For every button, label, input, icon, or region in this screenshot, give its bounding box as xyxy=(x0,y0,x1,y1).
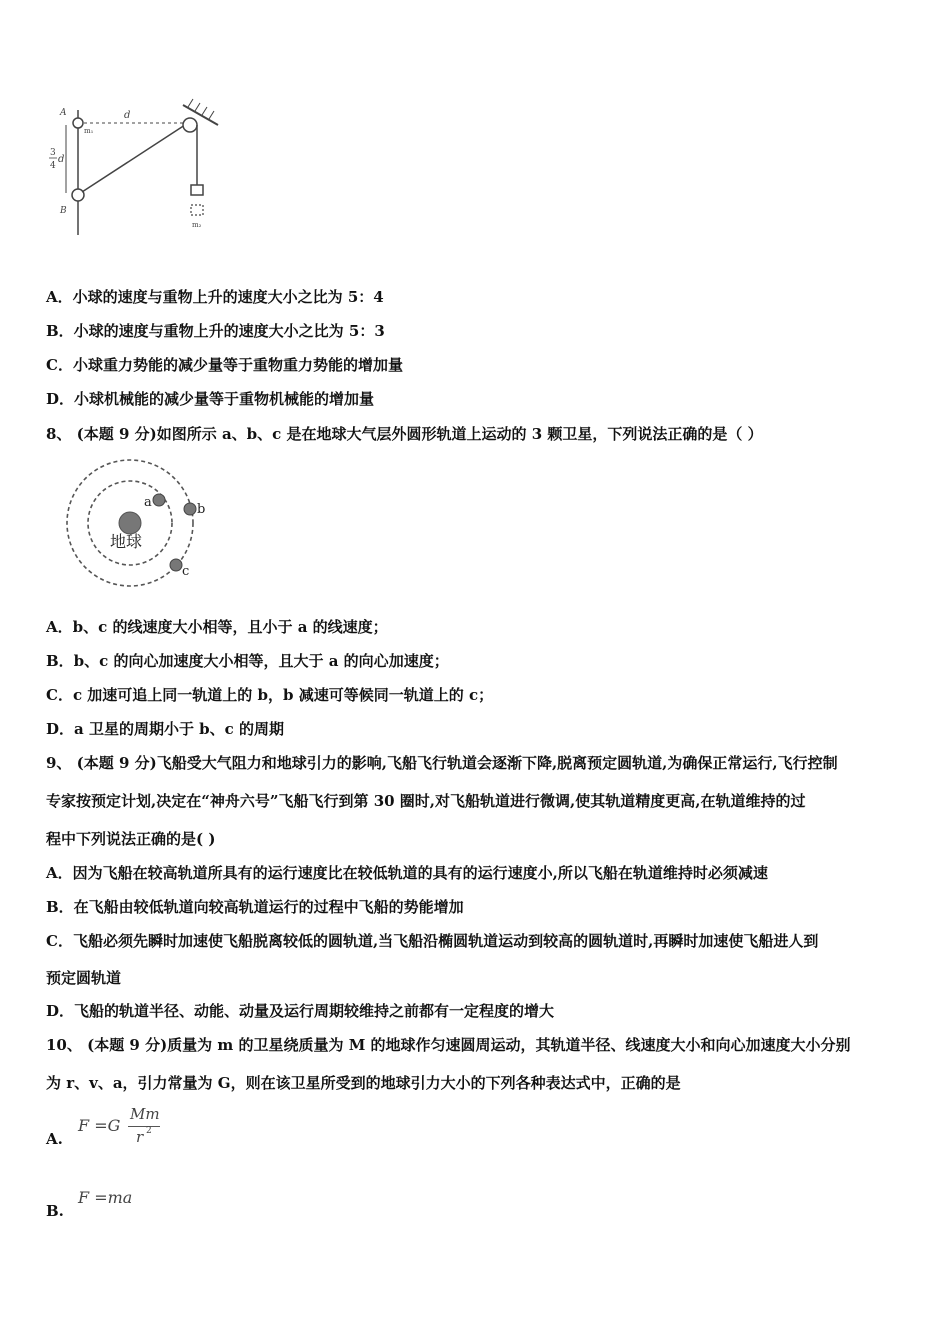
q9-stem-line-2: 专家按预定计划,决定在“神舟六号”飞船飞行到第 30 圈时,对飞船轨道进行微调,使其轨道精度更高,在轨道维持的过 xyxy=(46,792,806,810)
earth xyxy=(119,512,141,534)
rope-incline xyxy=(82,123,188,192)
q9-option-a: A．因为飞船在较高轨道所具有的运行速度比在较低轨道的具有的运行速度小,所以飞船在轨道维持时必须减速 xyxy=(46,864,768,882)
ball-position-a xyxy=(73,118,83,128)
satellite-b xyxy=(184,503,196,515)
q10-option-a-numerator: Mm xyxy=(130,1105,160,1123)
q9-stem-line-3: 程中下列说法正确的是( ) xyxy=(46,830,216,848)
q10-option-b-label: B. xyxy=(46,1202,64,1220)
q10-stem-line-1: 10、 (本题 9 分)质量为 m 的卫星绕质量为 M 的地球作匀速圆周运动，其轨道半径、线速度大小和向心加速度大小分别 xyxy=(46,1036,851,1054)
q8-option-a: A．b、c 的线速度大小相等，且小于 a 的线速度； xyxy=(46,618,388,636)
satellite-a-label: a xyxy=(144,495,152,510)
q8-stem: 8、 (本题 9 分)如图所示 a、b、c 是在地球大气层外圆形轨道上运动的 3 颗卫星，下列说法正确的是（ ） xyxy=(46,425,763,443)
fraction-denominator: 4 xyxy=(50,161,56,171)
q8-option-d: D．a 卫星的周期小于 b、c 的周期 xyxy=(46,720,285,738)
satellite-b-label: b xyxy=(197,502,206,517)
earth-label: 地球 xyxy=(110,532,143,551)
satellite-orbit-diagram xyxy=(60,455,220,595)
q10-option-a-label: A. xyxy=(46,1130,63,1148)
q9-option-c-continued: 预定圆轨道 xyxy=(46,969,122,987)
fraction-d: d xyxy=(58,154,65,165)
satellite-a xyxy=(153,494,165,506)
label-d: d xyxy=(124,110,131,121)
fraction-numerator: 3 xyxy=(50,148,56,158)
q8-option-c: C．c 加速可追上同一轨道上的 b，b 减速可等候同一轨道上的 c； xyxy=(46,686,494,704)
ball-position-b xyxy=(72,189,84,201)
q10-option-a-exponent: 2 xyxy=(146,1126,152,1136)
q9-stem-line-1: 9、 (本题 9 分)飞船受大气阻力和地球引力的影响,飞船飞行轨道会逐渐下降,脱离预定圆轨道,为确保正常运行,飞行控制 xyxy=(46,754,838,772)
pulley-diagram xyxy=(48,95,228,245)
q7-option-b: B．小球的速度与重物上升的速度大小之比为 5：3 xyxy=(46,322,385,340)
weight-block xyxy=(191,185,203,195)
q9-option-b: B．在飞船由较低轨道向较高轨道运行的过程中飞船的势能增加 xyxy=(46,898,464,916)
q7-option-d: D．小球机械能的减少量等于重物机械能的增加量 xyxy=(46,390,375,408)
satellite-c xyxy=(170,559,182,571)
label-m1: m₁ xyxy=(84,127,94,135)
q10-option-a-lhs: F =G xyxy=(78,1116,121,1135)
label-b: B xyxy=(60,206,67,216)
label-a: A xyxy=(60,108,67,118)
q9-option-c: C．飞船必须先瞬时加速使飞船脱离较低的圆轨道,当飞船沿椭圆轨道运动到较高的圆轨道时,再瞬时加速使飞船进人到 xyxy=(46,932,819,950)
q9-option-d: D．飞船的轨道半径、动能、动量及运行周期较维持之前都有一定程度的增大 xyxy=(46,1002,555,1020)
weight-block-dashed xyxy=(191,205,203,215)
q10-stem-line-2: 为 r、v、a，引力常量为 G，则在该卫星所受到的地球引力大小的下列各种表达式中，正确的是 xyxy=(46,1074,681,1092)
satellite-c-label: c xyxy=(182,564,190,579)
q10-option-a-denominator: r xyxy=(136,1128,144,1146)
pulley xyxy=(183,118,197,132)
label-m2: m₂ xyxy=(192,221,202,229)
q10-option-b-expr: F =ma xyxy=(78,1188,133,1207)
q7-option-c: C．小球重力势能的减少量等于重物重力势能的增加量 xyxy=(46,356,403,374)
q8-option-b: B．b、c 的向心加速度大小相等，且大于 a 的向心加速度； xyxy=(46,652,449,670)
q7-option-a: A．小球的速度与重物上升的速度大小之比为 5：4 xyxy=(46,288,384,306)
fraction-bar xyxy=(128,1126,160,1127)
